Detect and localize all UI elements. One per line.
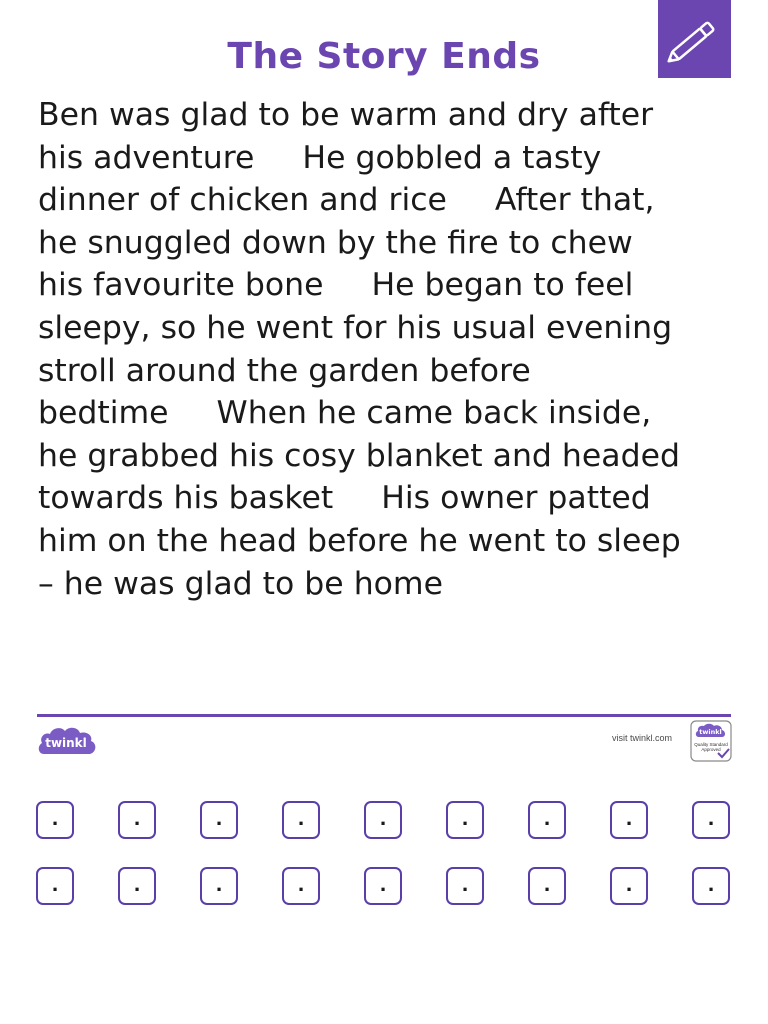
quality-badge [690, 720, 732, 762]
story-segment: After that, [494, 182, 655, 219]
badge-logo-text: twinkl [699, 728, 722, 736]
story-segment: towards his basket [38, 480, 334, 517]
punctuation-card[interactable]: . [528, 867, 566, 905]
card-row [36, 867, 734, 933]
story-segment: stroll around the garden before [38, 352, 531, 389]
punctuation-card[interactable]: . [446, 867, 484, 905]
story-line [38, 307, 748, 350]
story-segment: He began to feel [371, 267, 634, 304]
punctuation-card[interactable]: . [364, 801, 402, 839]
pencil-badge [658, 0, 731, 78]
story-segment: bedtime [38, 395, 169, 432]
story-segment: he grabbed his cosy blanket and headed [38, 437, 680, 474]
story-segment: he snuggled down by the fire to chew [38, 224, 633, 261]
story-segment: his favourite bone [38, 267, 324, 304]
story-line [38, 179, 748, 222]
punctuation-card[interactable]: . [364, 867, 402, 905]
story-segment: sleepy, so he went for his usual evening [38, 309, 673, 346]
page-title: The Story Ends [227, 36, 541, 77]
story-segment: He gobbled a tasty [302, 139, 602, 176]
punctuation-card[interactable]: . [282, 801, 320, 839]
footer-divider [37, 714, 731, 717]
story-line [38, 137, 748, 180]
story-segment: dinner of chicken and rice [38, 182, 447, 219]
punctuation-card[interactable]: . [200, 867, 238, 905]
story-text [38, 94, 748, 605]
punctuation-card[interactable]: . [446, 801, 484, 839]
story-segment: his adventure [38, 139, 255, 176]
story-line [38, 520, 748, 563]
twinkl-logo [36, 724, 98, 758]
story-segment: His owner patted [381, 480, 651, 517]
punctuation-card[interactable]: . [118, 867, 156, 905]
story-segment: Ben was glad to be warm and dry after [38, 97, 654, 133]
story-segment: When he came back inside, [216, 395, 652, 432]
story-line [38, 563, 748, 606]
punctuation-card[interactable]: . [282, 867, 320, 905]
story-line [38, 264, 748, 307]
badge-line-1: Quality Standard [694, 742, 728, 747]
story-segment: – he was glad to be home [38, 565, 443, 602]
story-line [38, 94, 748, 137]
story-line [38, 350, 748, 393]
story-line [38, 435, 748, 478]
punctuation-card[interactable]: . [200, 801, 238, 839]
punctuation-card[interactable]: . [692, 867, 730, 905]
pencil-icon [658, 0, 731, 78]
story-line [38, 392, 748, 435]
punctuation-card[interactable]: . [610, 801, 648, 839]
punctuation-card[interactable]: . [610, 867, 648, 905]
story-line [38, 222, 748, 265]
badge-line-2: Approved [701, 747, 721, 752]
punctuation-card[interactable]: . [118, 801, 156, 839]
story-segment: him on the head before he went to sleep [38, 522, 681, 559]
visit-link[interactable]: visit twinkl.com [612, 733, 673, 743]
punctuation-card[interactable]: . [36, 867, 74, 905]
punctuation-card[interactable]: . [692, 801, 730, 839]
punctuation-card[interactable]: . [36, 801, 74, 839]
punctuation-card-grid [36, 801, 734, 933]
story-line [38, 477, 748, 520]
card-row [36, 801, 734, 867]
punctuation-card[interactable]: . [528, 801, 566, 839]
logo-text: twinkl [45, 736, 87, 750]
